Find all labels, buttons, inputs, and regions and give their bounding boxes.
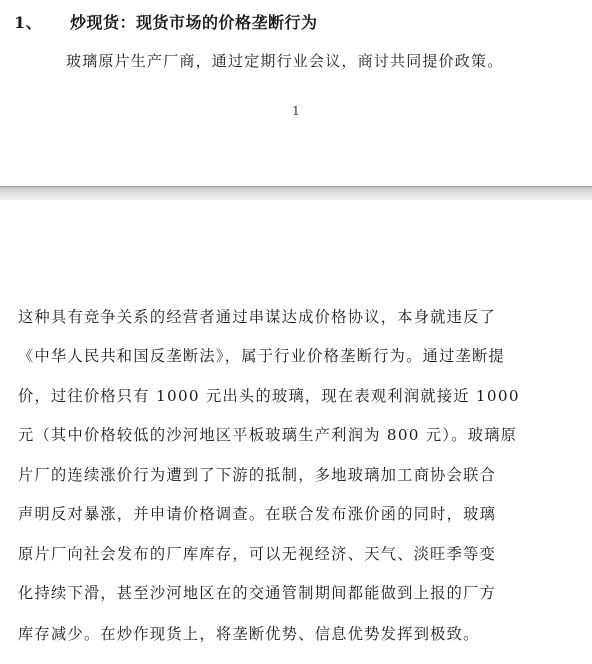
paragraph-line: 声明反对暴涨，并申请价格调查。在联合发布涨价函的同时，玻璃 xyxy=(18,505,497,523)
heading-number: 1、 xyxy=(14,13,43,32)
heading-body-line: 玻璃原片生产厂商，通过定期行业会议，商讨共同提价政策。 xyxy=(66,52,504,70)
paragraph-line: 库存减少。在炒作现货上，将垄断优势、信息优势发挥到极致。 xyxy=(18,625,480,643)
heading-text: 炒现货：现货市场的价格垄断行为 xyxy=(70,13,318,32)
paragraph-line: 化持续下滑，甚至沙河地区在的交通管制期间都能做到上报的厂方 xyxy=(18,584,497,602)
paragraph-line: 元（其中价格较低的沙河地区平板玻璃生产利润为 800 元）。玻璃原 xyxy=(18,426,518,444)
paragraph-line: 这种具有竞争关系的经营者通过串谋达成价格协议，本身就违反了 xyxy=(18,308,497,326)
page-break-divider xyxy=(0,186,592,200)
paragraph-line: 片厂的连续涨价行为遭到了下游的抵制，多地玻璃加工商协会联合 xyxy=(18,466,497,484)
section-heading xyxy=(14,10,318,33)
paragraph-line: 《中华人民共和国反垄断法》，属于行业价格垄断行为。通过垄断提 xyxy=(18,347,506,365)
document-page-1 xyxy=(0,0,592,186)
page-number: 1 xyxy=(292,104,300,118)
paragraph-line: 价，过往价格只有 1000 元出头的玻璃，现在表观利润就接近 1000 xyxy=(18,387,520,405)
paragraph-line: 原片厂向社会发布的厂库库存，可以无视经济、天气、淡旺季等变 xyxy=(18,545,497,563)
